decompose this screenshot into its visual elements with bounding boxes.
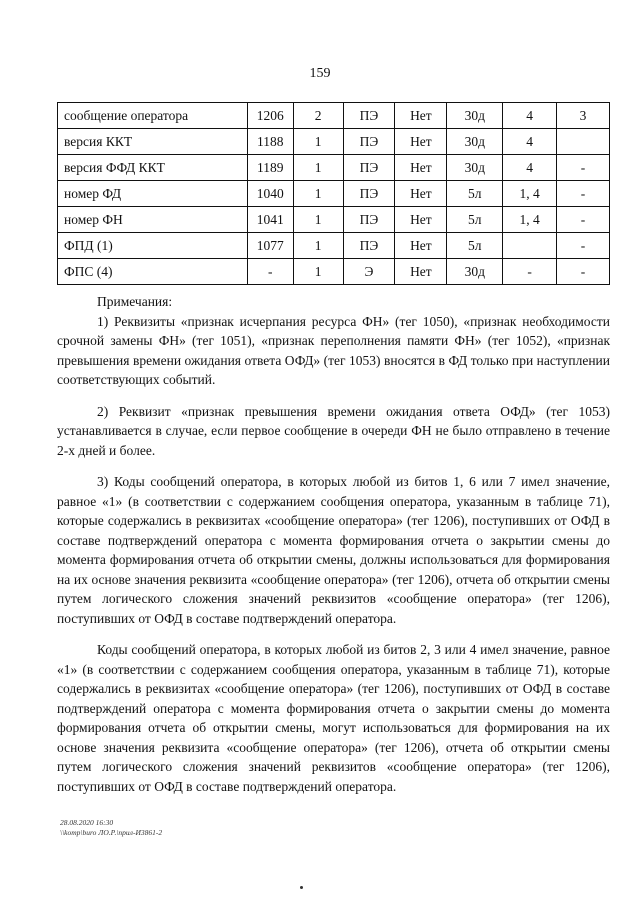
note-paragraph: 3) Коды сообщений оператора, в которых любой из битов 1, 6 или 7 имел значение, равное «1» (в соответствии с содержанием сообщения оператора, указанным в таблице 71), которые содержались в реквизитах «сообщение оператора» (тег 1206), поступивших от ОФД в составе подтверждений оператора с момента формирования отчета о закрытии смены до момента формирования отчета об открытии смены, должны использоваться для формирования на их основе значения реквизита «сообщение оператора» (тег 1206), отчета об открытии смены путем логического сложения значений реквизитов «сообщение оператора» (тег 1206), поступивших от ОФД в составе подтверждений оператора. [57, 474, 610, 626]
table-cell: Нет [395, 233, 447, 259]
table-cell: - [557, 233, 610, 259]
table-cell: 1188 [247, 129, 293, 155]
table-cell: - [557, 155, 610, 181]
table-cell: Нет [395, 207, 447, 233]
requisite-name-cell: номер ФН [58, 207, 248, 233]
table-cell: 1 [293, 259, 343, 285]
table-cell: Нет [395, 259, 447, 285]
table-row [58, 103, 610, 129]
table-cell: 30д [447, 103, 503, 129]
table-cell [557, 129, 610, 155]
table-cell: 1, 4 [503, 181, 557, 207]
table-cell: 5л [447, 207, 503, 233]
table-cell: 4 [503, 103, 557, 129]
requisite-name-cell: номер ФД [58, 181, 248, 207]
table-cell: ПЭ [343, 181, 395, 207]
scan-speck [300, 886, 303, 889]
page-number: 159 [309, 66, 331, 81]
table-cell: Нет [395, 155, 447, 181]
table-cell: 1 [293, 129, 343, 155]
table-cell: 1 [293, 181, 343, 207]
table-cell: - [557, 181, 610, 207]
table-cell: - [557, 259, 610, 285]
table-row [58, 233, 610, 259]
document-footer [60, 818, 162, 838]
table-cell: Э [343, 259, 395, 285]
table-cell: 1, 4 [503, 207, 557, 233]
table-cell: 30д [447, 155, 503, 181]
table-cell: Нет [395, 181, 447, 207]
table-cell: 1077 [247, 233, 293, 259]
notes-heading: Примечания: [97, 294, 173, 309]
notes-section [57, 292, 610, 796]
table-cell: 1189 [247, 155, 293, 181]
table-row [58, 207, 610, 233]
table-cell: 1 [293, 233, 343, 259]
note-paragraph: 1) Реквизиты «признак исчерпания ресурса ФН» (тег 1050), «признак необходимости срочной замены ФН» (тег 1051), «признак переполнения памяти ФН» (тег 1052), «признак превышения времени ожидания ответа ОФД» (тег 1053) вносятся в ФД только при наступлении соответствующих событий. [57, 313, 610, 387]
table-cell: 5л [447, 181, 503, 207]
table-cell: ПЭ [343, 103, 395, 129]
table-cell: - [247, 259, 293, 285]
footer-timestamp: 28.08.2020 16:30 [60, 818, 114, 827]
requisite-name-cell: версия ФФД ККТ [58, 155, 248, 181]
table-row [58, 129, 610, 155]
note-paragraph: Коды сообщений оператора, в которых любой из битов 2, 3 или 4 имел значение, равное «1» (в соответствии с содержанием сообщения оператора, указанным в таблице 71), которые содержались в реквизитах «сообщение оператора» (тег 1206), поступивших от ОФД в составе подтверждений оператора с момента формирования отчета о закрытии смены до момента формирования отчета об открытии смены, могут использоваться для формирования на их основе значения реквизита «сообщение оператора» (тег 1206), отчета об открытии смены путем логического сложения значений реквизитов «сообщение оператора» (тег 1206), поступивших от ОФД в составе подтверждений оператора. [57, 642, 610, 794]
table-cell: 3 [557, 103, 610, 129]
table-row [58, 259, 610, 285]
table-cell: - [503, 259, 557, 285]
table-cell: ПЭ [343, 155, 395, 181]
requisite-name-cell: ФПД (1) [58, 233, 248, 259]
requisite-name-cell: ФПС (4) [58, 259, 248, 285]
table-cell: 2 [293, 103, 343, 129]
table-row [58, 155, 610, 181]
table-cell: 1040 [247, 181, 293, 207]
requisites-table [57, 102, 610, 285]
requisite-name-cell: версия ККТ [58, 129, 248, 155]
table-cell: 1 [293, 155, 343, 181]
table-cell: 1 [293, 207, 343, 233]
table-cell: ПЭ [343, 207, 395, 233]
table-cell: 1041 [247, 207, 293, 233]
table-row [58, 181, 610, 207]
requisite-name-cell: сообщение оператора [58, 103, 248, 129]
table-cell: 30д [447, 259, 503, 285]
table-cell: Нет [395, 103, 447, 129]
table-cell: 4 [503, 155, 557, 181]
footer-file-path: \\komp\buro ЛО.Р.\прил-И3861-2 [60, 828, 163, 837]
table-cell: Нет [395, 129, 447, 155]
table-cell: 5л [447, 233, 503, 259]
table-cell: 1206 [247, 103, 293, 129]
table-cell: - [557, 207, 610, 233]
table-cell [503, 233, 557, 259]
table-cell: 4 [503, 129, 557, 155]
table-cell: 30д [447, 129, 503, 155]
table-cell: ПЭ [343, 129, 395, 155]
note-paragraph: 2) Реквизит «признак превышения времени ожидания ответа ОФД» (тег 1053) устанавливается в случае, если первое сообщение в очереди ФН не было отправлено в течение 2-х дней и более. [57, 403, 610, 458]
table-cell: ПЭ [343, 233, 395, 259]
